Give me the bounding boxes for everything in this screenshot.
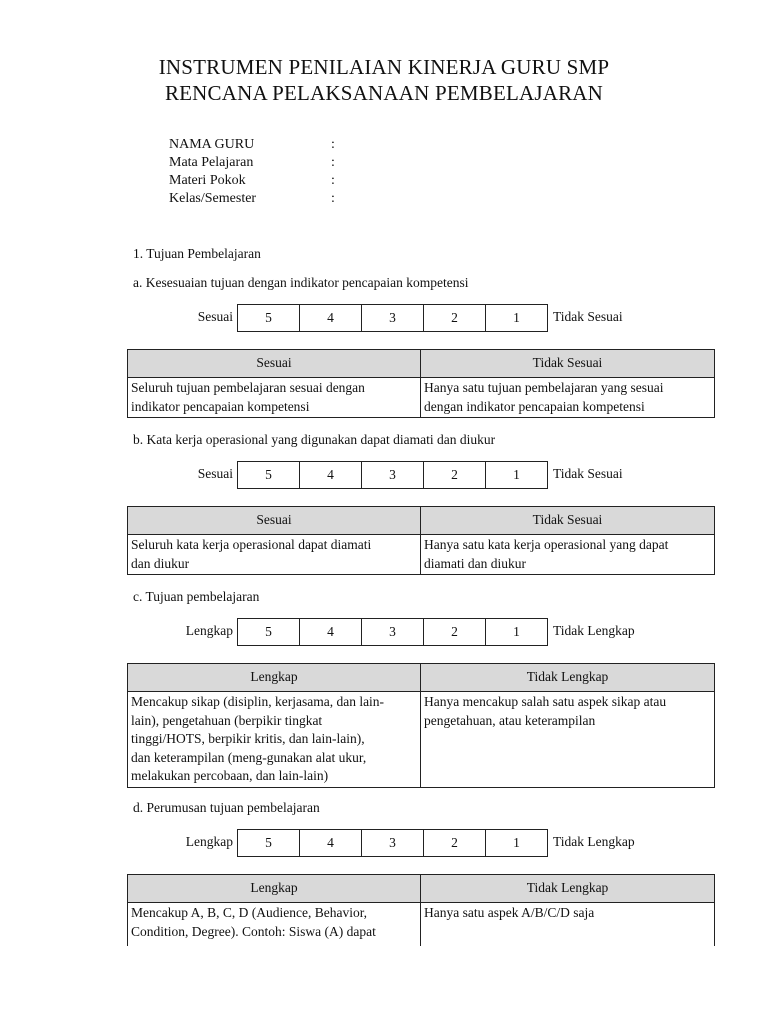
rubric-cell-positive xyxy=(128,692,421,788)
rating-option-3[interactable]: 3 xyxy=(361,462,423,488)
scale-left-label: Sesuai xyxy=(197,466,233,481)
item-heading-a: a. Kesesuaian tujuan dengan indikator pencapaian kompetensi xyxy=(133,275,469,290)
rating-option-1[interactable]: 1 xyxy=(485,830,547,856)
info-row-kelas-semester xyxy=(169,190,341,208)
scale-left-label: Lengkap xyxy=(185,834,233,849)
rubric-cell-negative xyxy=(421,692,715,788)
rubric-header-positive: Sesuai xyxy=(128,350,421,378)
rubric-header-negative: Tidak Sesuai xyxy=(421,350,715,378)
rubric-header-positive: Sesuai xyxy=(128,507,421,535)
rubric-cell-negative xyxy=(421,535,715,575)
rubric-header-positive: Lengkap xyxy=(128,664,421,692)
rating-scale-b xyxy=(237,461,548,489)
rubric-line: Hanya mencakup salah satu aspek sikap atau xyxy=(424,694,667,709)
rubric-cell-positive xyxy=(128,378,421,418)
info-label: Materi Pokok xyxy=(169,173,246,188)
rubric-line: Hanya satu tujuan pembelajaran yang sesuai xyxy=(424,380,664,395)
rating-option-2[interactable]: 2 xyxy=(423,619,485,645)
info-label: Kelas/Semester xyxy=(169,191,257,206)
rating-option-2[interactable]: 2 xyxy=(423,305,485,331)
rubric-line: Hanya satu aspek A/B/C/D saja xyxy=(424,905,595,920)
rubric-line: pengetahuan, atau keterampilan xyxy=(424,712,596,728)
rating-option-1[interactable]: 1 xyxy=(485,462,547,488)
rubric-header-negative: Tidak Lengkap xyxy=(421,664,715,692)
rubric-line: indikator pencapaian kompetensi xyxy=(131,398,310,414)
rating-option-3[interactable]: 3 xyxy=(361,619,423,645)
rating-option-3[interactable]: 3 xyxy=(361,830,423,856)
rubric-line: Seluruh kata kerja operasional dapat diamati xyxy=(131,537,372,552)
info-colon: : xyxy=(331,191,335,206)
rubric-line: tinggi/HOTS, berpikir kritis, dan lain-lain), xyxy=(131,731,365,746)
rating-option-4[interactable]: 4 xyxy=(299,830,361,856)
scale-right-label: Tidak Lengkap xyxy=(553,623,635,638)
scale-right-label: Tidak Sesuai xyxy=(553,309,623,324)
rubric-line: melakukan percobaan, dan lain-lain) xyxy=(131,768,329,783)
scale-left-label: Sesuai xyxy=(197,309,233,324)
rubric-table-b xyxy=(127,506,715,575)
rubric-line: diamati dan diukur xyxy=(424,555,526,571)
item-heading-d: d. Perumusan tujuan pembelajaran xyxy=(133,800,320,815)
rubric-header-positive: Lengkap xyxy=(128,875,421,903)
rating-scale-a xyxy=(237,304,548,332)
rating-option-5[interactable]: 5 xyxy=(265,624,272,639)
rubric-line: Seluruh tujuan pembelajaran sesuai dengan xyxy=(131,380,365,395)
rubric-line: Hanya satu kata kerja operasional yang dapat xyxy=(424,537,669,552)
rubric-line: Mencakup sikap (disiplin, kerjasama, dan lain- xyxy=(131,694,385,709)
info-colon: : xyxy=(331,155,335,170)
rubric-cell-positive xyxy=(128,535,421,575)
info-row-materi-pokok xyxy=(169,172,341,190)
rubric-cell-negative xyxy=(421,378,715,418)
scale-right-label: Tidak Sesuai xyxy=(553,466,623,481)
rubric-line: Mencakup A, B, C, D (Audience, Behavior, xyxy=(131,905,368,920)
rating-option-4[interactable]: 4 xyxy=(299,462,361,488)
rubric-line: dengan indikator pencapaian kompetensi xyxy=(424,398,645,414)
rating-option-3[interactable]: 3 xyxy=(361,305,423,331)
rubric-table-a xyxy=(127,349,715,418)
item-heading-c: c. Tujuan pembelajaran xyxy=(133,589,260,604)
rating-scale-d xyxy=(237,829,548,857)
info-row-mata-pelajaran xyxy=(169,154,341,172)
rubric-header-negative: Tidak Sesuai xyxy=(421,507,715,535)
rubric-header-negative: Tidak Lengkap xyxy=(421,875,715,903)
rating-option-5[interactable]: 5 xyxy=(265,835,272,850)
info-label: NAMA GURU xyxy=(169,137,255,152)
info-colon: : xyxy=(331,173,335,188)
rubric-line: dan diukur xyxy=(131,555,190,571)
scale-left-label: Lengkap xyxy=(185,623,233,638)
rating-scale-c xyxy=(237,618,548,646)
info-colon: : xyxy=(331,137,335,152)
info-label: Mata Pelajaran xyxy=(169,155,254,170)
rating-option-2[interactable]: 2 xyxy=(423,830,485,856)
item-heading-b: b. Kata kerja operasional yang digunakan dapat diamati dan diukur xyxy=(133,432,496,447)
scale-right-label: Tidak Lengkap xyxy=(553,834,635,849)
document-subtitle: RENCANA PELAKSANAAN PEMBELAJARAN xyxy=(164,81,604,105)
rubric-table-c xyxy=(127,663,715,788)
document-title: INSTRUMEN PENILAIAN KINERJA GURU SMP xyxy=(158,55,610,79)
rating-option-1[interactable]: 1 xyxy=(485,619,547,645)
rating-option-4[interactable]: 4 xyxy=(299,305,361,331)
rubric-line: Condition, Degree). Contoh: Siswa (A) dapat xyxy=(131,923,376,939)
rating-option-5[interactable]: 5 xyxy=(265,467,272,482)
rating-option-4[interactable]: 4 xyxy=(299,619,361,645)
page-bottom-margin xyxy=(0,946,768,1024)
rating-option-2[interactable]: 2 xyxy=(423,462,485,488)
rating-option-5[interactable]: 5 xyxy=(265,310,272,325)
info-row-nama-guru xyxy=(169,136,341,154)
rating-option-1[interactable]: 1 xyxy=(485,305,547,331)
rubric-line: lain), pengetahuan (berpikir tingkat xyxy=(131,712,323,728)
section-title: 1. Tujuan Pembelajaran xyxy=(133,246,261,261)
rubric-line: dan keterampilan (meng-gunakan alat ukur, xyxy=(131,749,367,765)
